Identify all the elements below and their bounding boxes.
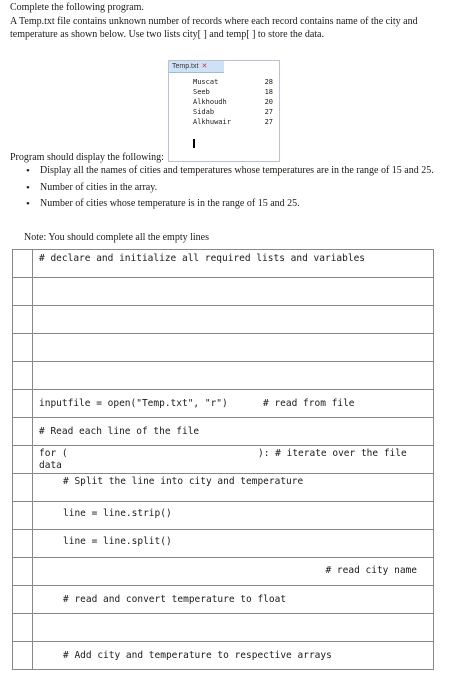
requirement-item: • Number of cities whose temperature is in the range of 15 and 25. [10,198,450,211]
file-records [193,77,273,127]
code-row [12,249,434,278]
close-icon[interactable]: ✕ [201,63,208,70]
code-line: line = line.strip() [63,508,172,519]
record-temp: 28 [264,78,273,86]
file-tab-label: Temp.txt [172,63,199,70]
requirements-list [10,165,450,215]
record-temp: 18 [264,88,273,96]
code-row [12,642,434,670]
code-line: data [39,460,62,471]
text-cursor [193,139,195,148]
record-city: Seeb [193,88,210,96]
code-row [12,390,434,418]
record-city: Alkhuwair [193,118,231,126]
code-line: line = line.split() [63,536,172,547]
code-line: for ( [39,448,68,459]
note-text: Note: You should complete all the empty lines [24,232,209,243]
requirement-item: • Number of cities in the array. [10,182,450,195]
record-city: Sidab [193,108,215,116]
record-row [193,97,273,107]
record-row [193,77,273,87]
record-temp: 27 [264,108,273,116]
requirements-heading: Program should display the following: [10,152,164,163]
code-row-blank[interactable] [12,334,434,362]
code-row [12,446,434,474]
instruction-description: A Temp.txt file contains unknown number of records where each record contains name of the city and temperature as shown below. Use two lists city[ ] and temp[ ] to store the data. [10,16,418,40]
requirement-item: • Display all the names of cities and temperatures whose temperatures are in the range of 15 and 25. [10,165,450,178]
code-line: inputfile = open("Temp.txt", "r") [39,398,228,409]
code-comment: # read city name [325,565,417,576]
code-comment: # Add city and temperature to respective arrays [63,650,332,661]
code-row [12,558,434,586]
record-row [193,107,273,117]
code-row-blank[interactable] [12,362,434,390]
code-table [12,249,434,670]
file-tab[interactable] [169,61,224,73]
record-row [193,87,273,97]
code-comment: # read from file [263,398,355,409]
code-comment: # Split the line into city and temperature [63,476,304,487]
code-row-blank[interactable] [12,614,434,642]
record-temp: 27 [264,118,273,126]
code-row-blank[interactable] [12,278,434,306]
record-row [193,117,273,127]
instruction-title: Complete the following program. [10,2,144,13]
code-row [12,586,434,614]
code-row [12,502,434,530]
record-city: Muscat [193,78,219,86]
code-row [12,530,434,558]
code-row-blank[interactable] [12,306,434,334]
notepad-window [168,60,280,162]
code-comment: # Read each line of the file [39,426,200,437]
code-comment: # declare and initialize all required lists and variables [39,253,366,264]
code-row [12,418,434,446]
record-city: Alkhoudh [193,98,227,106]
code-comment: # read and convert temperature to float [63,594,287,605]
code-comment: ): # iterate over the file [258,448,407,459]
record-temp: 20 [264,98,273,106]
code-row [12,474,434,502]
